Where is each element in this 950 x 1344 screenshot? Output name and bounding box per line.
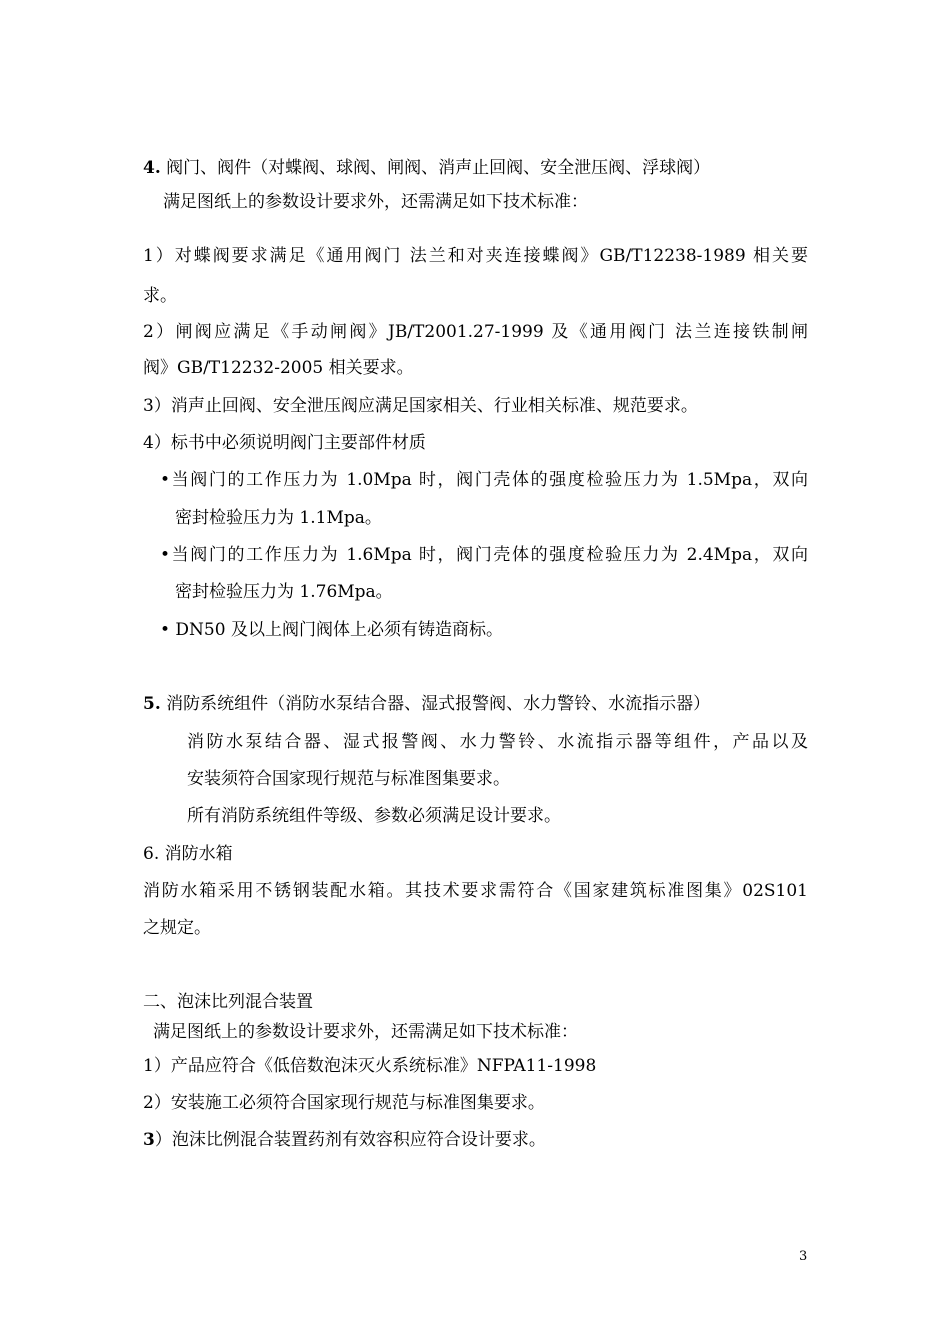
section-5-heading [143,693,710,715]
section-4-title: 阀门、阀件（对蝶阀、球阀、闸阀、消声止回阀、安全泄压阀、浮球阀） [160,158,711,178]
section-4-item-2-line-2: 阀》GB/T12232-2005 相关要求。 [143,358,414,378]
section-4-intro: 满足图纸上的参数设计要求外，还需满足如下技术标准： [163,192,588,212]
section-4-item-4: 4）标书中必须说明阀门主要部件材质 [143,433,426,453]
section-5-number: 5. [143,694,161,714]
section-6-para-line-2: 之规定。 [143,918,211,938]
part-2-item-1: 1）产品应符合《低倍数泡沫灭火系统标准》NFPA11-1998 [143,1056,597,1076]
section-4-bullet-1-line-2: 密封检验压力为 1.1Mpa。 [175,508,382,528]
part-2-intro: 满足图纸上的参数设计要求外，还需满足如下技术标准： [153,1022,578,1042]
section-4-item-3: 3）消声止回阀、安全泄压阀应满足国家相关、行业相关标准、规范要求。 [143,396,698,416]
part-2-item-3-text: ）泡沫比例混合装置药剂有效容积应符合设计要求。 [154,1130,546,1150]
part-2-item-3 [143,1129,546,1151]
section-4-item-1-line-2: 求。 [143,286,177,306]
section-6-heading: 6. 消防水箱 [143,844,233,864]
section-4-item-1-line-1: 1）对蝶阀要求满足《通用阀门 法兰和对夹连接蝶阀》GB/T12238-1989 相关要 [143,246,808,266]
part-2-item-2: 2）安装施工必须符合国家现行规范与标准图集要求。 [143,1093,545,1113]
section-6-para-line-1: 消防水箱采用不锈钢装配水箱。其技术要求需符合《国家建筑标准图集》02S101 [143,881,808,901]
section-5-para-1-line-1: 消防水泵结合器、湿式报警阀、水力警铃、水流指示器等组件，产品以及 [187,732,808,752]
section-5-title: 消防系统组件（消防水泵结合器、湿式报警阀、水力警铃、水流指示器） [160,694,711,714]
section-4-bullet-3: • DN50 及以上阀门阀体上必须有铸造商标。 [160,620,503,640]
part-2-item-3-number: 3 [143,1130,155,1150]
section-4-bullet-2-line-2: 密封检验压力为 1.76Mpa。 [175,582,393,602]
section-5-para-1-line-2: 安装须符合国家现行规范与标准图集要求。 [187,769,510,789]
section-4-bullet-1-line-1: •当阀门的工作压力为 1.0Mpa 时，阀门壳体的强度检验压力为 1.5Mpa，双向 [160,470,808,490]
page-number: 3 [799,1249,808,1264]
part-2-heading: 二、泡沫比列混合装置 [143,992,313,1012]
section-4-item-2-line-1: 2）闸阀应满足《手动闸阀》JB/T2001.27-1999 及《通用阀门 法兰连接铁制闸 [143,322,808,342]
section-4-bullet-2-line-1: •当阀门的工作压力为 1.6Mpa 时，阀门壳体的强度检验压力为 2.4Mpa，双向 [160,545,808,565]
section-4-number: 4. [143,158,161,178]
section-5-para-2: 所有消防系统组件等级、参数必须满足设计要求。 [187,806,561,826]
section-4-heading [143,157,710,179]
